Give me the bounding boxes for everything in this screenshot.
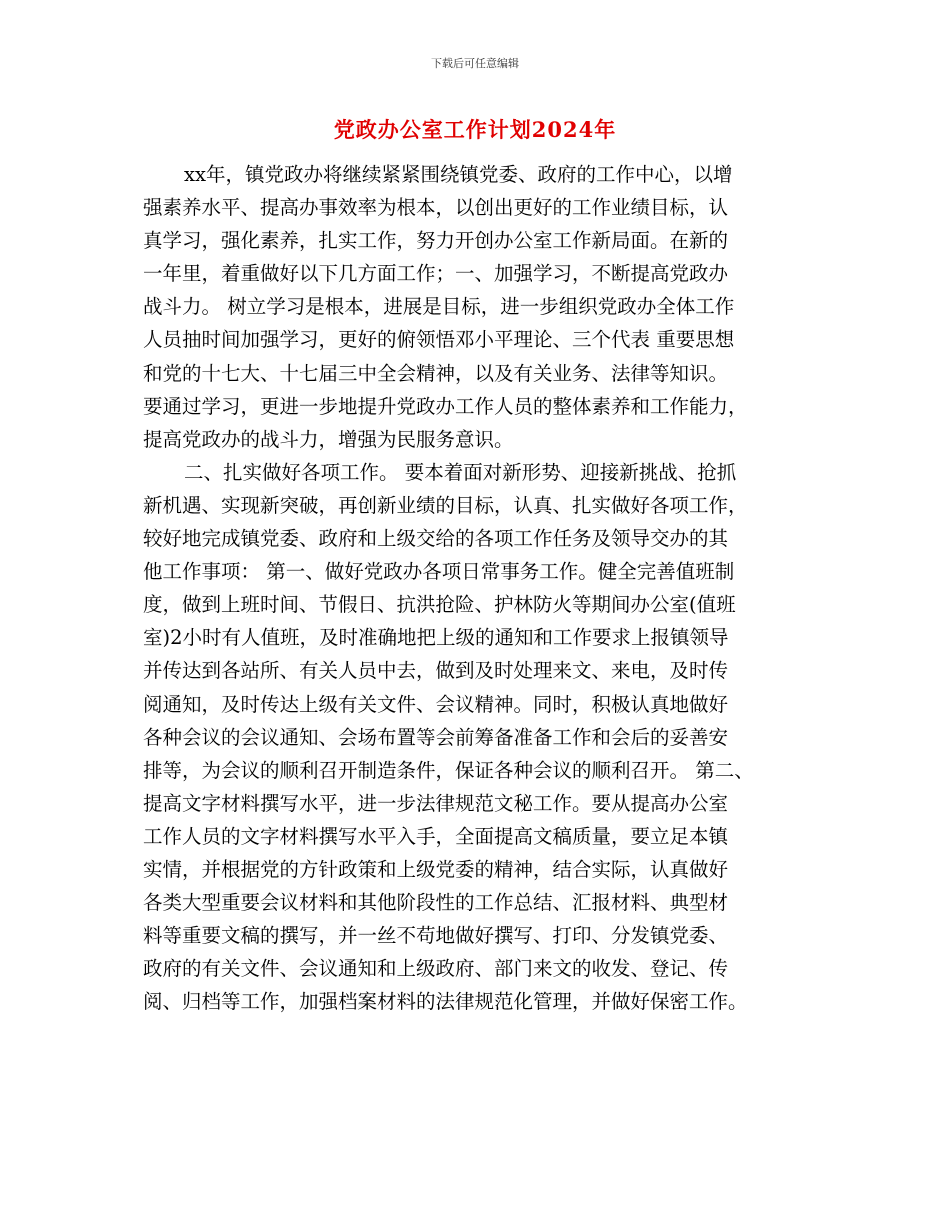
body-line: 阅、归档等工作，加强档案材料的法律规范化管理，并做好保密工作。 xyxy=(143,990,748,1014)
body-line: 要通过学习，更进一步地提升党政办工作人员的整体素养和工作能力， xyxy=(143,394,748,418)
body-line: 排等，为会议的顺利召开制造条件，保证各种会议的顺利召开。 第二、 xyxy=(143,758,754,782)
body-line: 强素养水平、提高办事效率为根本，以创出更好的工作业绩目标，认 xyxy=(143,196,729,220)
body-line: 度，做到上班时间、节假日、抗洪抢险、护林防火等期间办公室(值班 xyxy=(143,593,736,617)
document-body xyxy=(143,158,803,1018)
body-line: 人员抽时间加强学习，更好的俯领悟邓小平理论、三个代表 重要思想 xyxy=(143,328,735,352)
body-line: 真学习，强化素养，扎实工作，努力开创办公室工作新局面。在新的 xyxy=(143,229,729,253)
body-line: 较好地完成镇党委、政府和上级交给的各项工作任务及领导交办的其 xyxy=(143,527,729,551)
document-title: 党政办公室工作计划2024年 xyxy=(333,117,617,142)
body-line: 战斗力。 树立学习是根本，进展是目标，进一步组织党政办全体工作 xyxy=(143,295,735,319)
body-line: 一年里，着重做好以下几方面工作；一、加强学习，不断提高党政办 xyxy=(143,262,729,286)
body-line: 各类大型重要会议材料和其他阶段性的工作总结、汇报材料、典型材 xyxy=(143,891,729,915)
body-line: 新机遇、实现新突破，再创新业绩的目标，认真、扎实做好各项工作， xyxy=(143,493,748,517)
body-line: 二、扎实做好各项工作。 要本着面对新形势、迎接新挑战、抢抓 xyxy=(184,460,737,484)
body-line: 和党的十七大、十七届三中全会精神，以及有关业务、法律等知识。 xyxy=(143,361,729,385)
body-line: 室)2小时有人值班，及时准确地把上级的通知和工作要求上报镇领导 xyxy=(143,626,729,650)
body-line: 阅通知，及时传达上级有关文件、会议精神。同时，积极认真地做好 xyxy=(143,692,729,716)
body-line: 工作人员的文字材料撰写水平入手，全面提高文稿质量，要立足本镇 xyxy=(143,824,729,848)
body-line: 他工作事项： 第一、做好党政办各项日常事务工作。健全完善值班制 xyxy=(143,560,735,584)
body-line: 并传达到各站所、有关人员中去，做到及时处理来文、来电，及时传 xyxy=(143,659,729,683)
body-line: 政府的有关文件、会议通知和上级政府、部门来文的收发、登记、传 xyxy=(143,957,729,981)
body-line: 提高党政办的战斗力，增强为民服务意识。 xyxy=(143,427,514,451)
body-line: xx年，镇党政办将继续紧紧围绕镇党委、政府的工作中心，以增 xyxy=(184,163,733,186)
page-header-note: 下载后可任意编辑 xyxy=(431,57,519,70)
body-line: 提高文字材料撰写水平，进一步法律规范文秘工作。要从提高办公室 xyxy=(143,791,729,815)
body-line: 料等重要文稿的撰写，并一丝不苟地做好撰写、打印、分发镇党委、 xyxy=(143,924,729,948)
body-line: 实情，并根据党的方针政策和上级党委的精神，结合实际，认真做好 xyxy=(143,857,729,881)
body-line: 各种会议的会议通知、会场布置等会前筹备准备工作和会后的妥善安 xyxy=(143,725,729,749)
